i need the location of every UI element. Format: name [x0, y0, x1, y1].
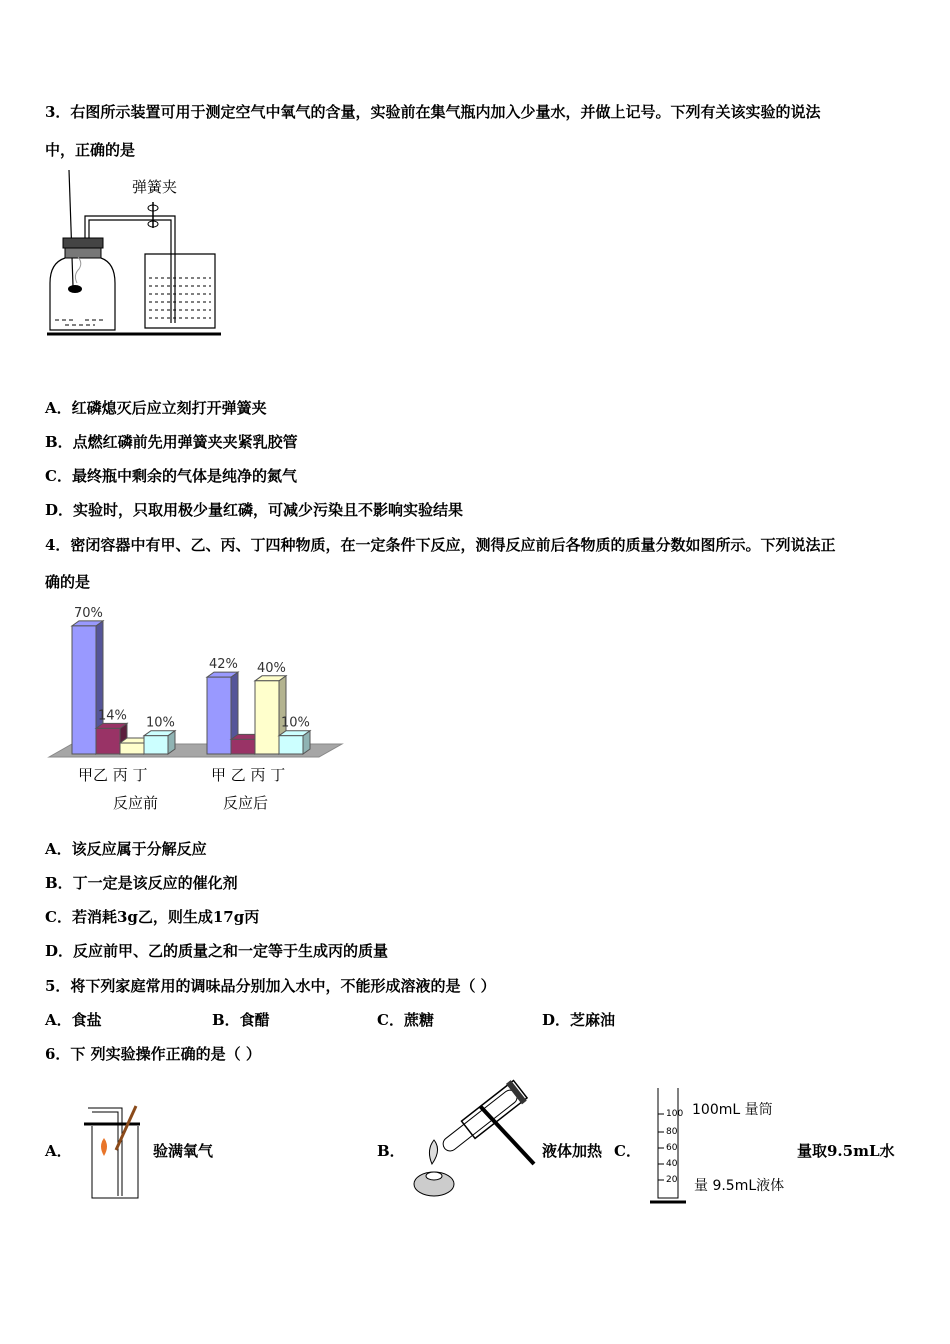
bar-label-0-0: 70% [74, 605, 103, 621]
cylinder-title: 100mL 量筒 [692, 1102, 773, 1118]
q6-option-a-caption: 验满氧气 [153, 1142, 214, 1160]
q5-option-d: D．芝麻油 [542, 1011, 616, 1029]
q3-option-c: C．最终瓶中剩余的气体是纯净的氮气 [45, 467, 297, 485]
q3-option-d: D．实验时，只取用极少量红磷，可减少污染且不影响实验结果 [45, 501, 464, 519]
q5-option-b: B．食醋 [212, 1011, 270, 1029]
q3-stem-line2: 中，正确的是 [45, 141, 136, 159]
bar-反应前-乙 [96, 728, 120, 754]
bar-反应前-丙 [120, 743, 144, 754]
bar-反应后-乙 [231, 739, 255, 754]
q6-option-b-letter: B． [377, 1142, 405, 1160]
q5-option-a: A．食盐 [45, 1011, 102, 1029]
q4-option-a: A．该反应属于分解反应 [45, 840, 207, 858]
q6-graduated-cylinder-figure [648, 1084, 813, 1206]
q6-oxygen-bottle-figure [82, 1098, 144, 1202]
q6-option-b-caption: 液体加热 [542, 1142, 603, 1160]
q6-heating-liquid-figure [408, 1076, 538, 1204]
q4-option-b: B．丁一定是该反应的催化剂 [45, 874, 238, 892]
q4-stem-line1: 4．密闭容器中有甲、乙、丙、丁四种物质，在一定条件下反应，测得反应前后各物质的质量分数如图所示。下列说法正 [45, 536, 836, 554]
bar-反应后-丙 [255, 681, 279, 754]
cylinder-note: 量 9.5mL液体 [694, 1178, 785, 1194]
bar-label-1-0: 42% [209, 657, 238, 673]
cylinder-tick-20: 20 [666, 1175, 678, 1185]
chart-group1-name: 反应后 [223, 794, 269, 812]
q3-option-b: B．点燃红磷前先用弹簧夹夹紧乳胶管 [45, 433, 298, 451]
q3-option-a: A．红磷熄灭后应立刻打开弹簧夹 [45, 399, 267, 417]
q4-mass-fraction-chart [45, 600, 345, 815]
cylinder-tick-80: 80 [666, 1127, 678, 1137]
wooden-splint [116, 1106, 136, 1150]
cylinder-tick-60: 60 [666, 1143, 678, 1153]
q3-stem-line1: 3．右图所示装置可用于测定空气中氧气的含量，实验前在集气瓶内加入少量水，并做上记号。下列有关该实验的说法 [45, 103, 821, 121]
q6-stem: 6．下 列实验操作正确的是（ ） [45, 1045, 261, 1063]
chart-group0-name: 反应前 [113, 794, 159, 812]
bar-label-0-1: 14% [98, 708, 127, 724]
q6-option-c-caption: 量取9.5mL水 [797, 1142, 895, 1160]
cylinder-tick-marks [658, 1114, 664, 1180]
q6-option-a-letter: A． [45, 1142, 72, 1160]
q3-figure-label: 弹簧夹 [132, 178, 178, 196]
bar-反应后-甲 [207, 677, 231, 754]
flame-icon [101, 1138, 107, 1156]
flame-icon [429, 1140, 437, 1164]
q4-stem-line2: 确的是 [45, 573, 91, 591]
q4-option-d: D．反应前甲、乙的质量之和一定等于生成丙的质量 [45, 942, 389, 960]
bar-label-0-3: 10% [146, 715, 175, 731]
cylinder-tick-100: 100 [666, 1109, 684, 1119]
q3-apparatus-figure [45, 168, 225, 340]
bar-label-1-3: 10% [281, 715, 310, 731]
chart-group1-category-text: 甲 乙 丙 丁 [211, 766, 286, 784]
bar-反应前-甲 [72, 626, 96, 754]
q5-option-c: C．蔗糖 [377, 1011, 434, 1029]
bar-反应后-丁 [279, 736, 303, 754]
q5-stem: 5．将下列家庭常用的调味品分别加入水中，不能形成溶液的是（ ） [45, 977, 496, 995]
bar-反应前-丁 [144, 736, 168, 754]
test-tube-holder [480, 1106, 534, 1164]
q4-option-c: C．若消耗3g乙，则生成17g丙 [45, 908, 260, 926]
chart-group0-category-text: 甲乙 丙 丁 [78, 766, 148, 784]
bar-label-1-2: 40% [257, 660, 286, 676]
q6-option-c-letter: C． [614, 1142, 641, 1160]
cylinder-tick-40: 40 [666, 1159, 678, 1169]
